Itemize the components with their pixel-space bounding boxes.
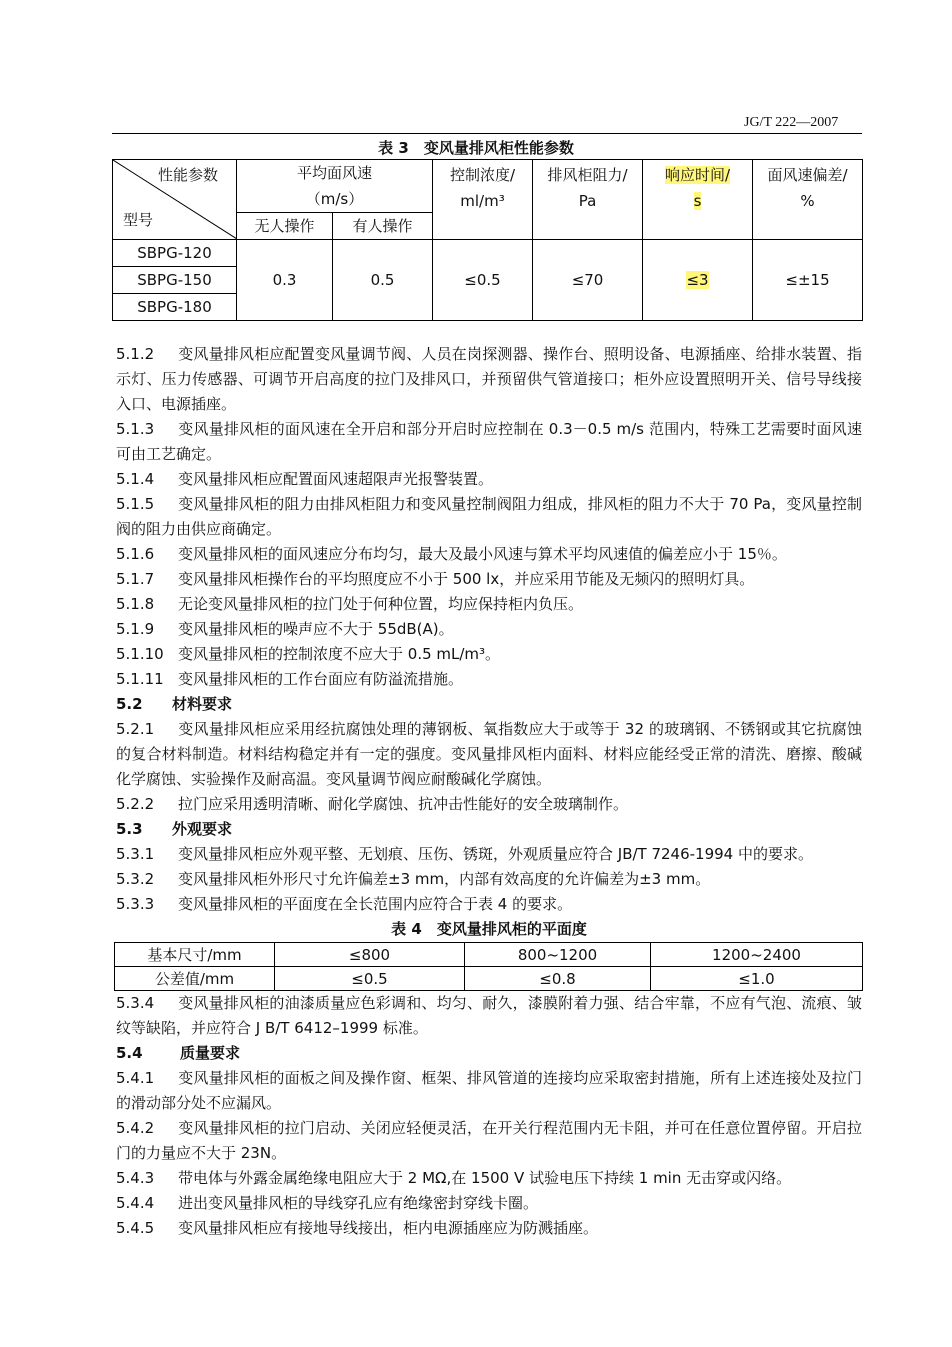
response-time-label: 响应时间/ — [664, 166, 731, 184]
clause-paragraph — [116, 1116, 862, 1166]
clause-number: 5.1.6 — [116, 545, 155, 563]
clause-text: 变风量排风柜的平面度在全长范围内应符合于表 4 的要求。 — [178, 895, 573, 913]
table4-row-label: 公差值/mm — [115, 967, 275, 991]
section-heading-5-3 — [116, 817, 862, 842]
clause-number: 5.1.8 — [116, 595, 155, 613]
clause-paragraph — [116, 1216, 862, 1241]
clause-number: 5.4.4 — [116, 1194, 155, 1212]
clause-paragraph — [116, 542, 862, 567]
diag-top-label: 性能参数 — [157, 166, 218, 184]
concentration-unit: ml/m³ — [460, 192, 505, 210]
clause-paragraph — [116, 892, 862, 917]
concentration-label: 控制浓度/ — [449, 166, 516, 184]
clause-paragraph — [116, 567, 862, 592]
clause-paragraph — [116, 617, 862, 642]
clause-text: 无论变风量排风柜的拉门处于何种位置，均应保持柜内负压。 — [178, 595, 584, 613]
clause-number: 5.1.9 — [116, 620, 155, 638]
section-number: 5.3 — [116, 820, 143, 838]
table4-cell: 800~1200 — [465, 943, 651, 967]
section-title: 外观要求 — [172, 820, 233, 838]
clause-paragraph — [116, 1066, 862, 1116]
header-rule — [112, 133, 862, 134]
clause-number: 5.1.3 — [116, 420, 155, 438]
clause-number: 5.4.1 — [116, 1069, 155, 1087]
response-time-unit: s — [693, 192, 702, 210]
clause-number: 5.2.1 — [116, 720, 155, 738]
table3-caption: 表 3 变风量排风柜性能参数 — [378, 139, 574, 157]
section-5-2 — [116, 717, 862, 817]
clause-paragraph — [116, 1166, 862, 1191]
table4-cell: 1200~2400 — [651, 943, 863, 967]
clause-number: 5.4.2 — [116, 1119, 155, 1137]
clause-text: 变风量排风柜应外观平整、无划痕、压伤、锈斑，外观质量应符合 JB/T 7246-1994 中的要求。 — [178, 845, 813, 863]
resistance-header — [533, 160, 643, 240]
clause-text: 变风量排风柜的油漆质量应色彩调和、均匀、耐久，漆膜附着力强、结合牢靠，不应有气泡、流痕、皱纹等缺陷，并应符合 J B/T 6412–1999 标准。 — [116, 994, 862, 1037]
clause-text: 变风量排风柜的面风速在全开启和部分开启时应控制在 0.3－0.5 m/s 范围内，特殊工艺需要时面风速可由工艺确定。 — [116, 420, 862, 463]
section-title: 质量要求 — [180, 1044, 241, 1062]
unmanned-header: 无人操作 — [237, 213, 333, 240]
response-time-cell — [643, 240, 753, 321]
response-time-header — [643, 160, 753, 240]
clause-text: 变风量排风柜应配置面风速超限声光报警装置。 — [178, 470, 494, 488]
section-heading-5-2 — [116, 692, 862, 717]
unmanned-value: 0.3 — [237, 240, 333, 321]
clause-text: 变风量排风柜应采用经抗腐蚀处理的薄钢板、氧指数应大于或等于 32 的玻璃钢、不锈钢或其它抗腐蚀的复合材料制造。材料结构稳定并有一定的强度。变风量排风柜内面料、材料应能经受正常的清洗、磨擦、酸碱化学腐蚀、实验操作及耐高温。变风量调节阀应耐酸碱化学腐蚀。 — [116, 720, 862, 788]
table3-diagonal-header — [113, 160, 237, 240]
clause-text: 变风量排风柜的控制浓度不应大于 0.5 mL/m³。 — [178, 645, 501, 663]
clause-paragraph — [116, 991, 862, 1041]
clause-text: 变风量排风柜的面板之间及操作窗、框架、排风管道的连接均应采取密封措施，所有上述连接处及拉门的滑动部分处不应漏风。 — [116, 1069, 862, 1112]
diag-bottom-label: 型号 — [123, 211, 154, 229]
clause-text: 变风量排风柜的工作台面应有防溢流措施。 — [178, 670, 464, 688]
clause-paragraph — [116, 342, 862, 417]
table3 — [112, 159, 863, 321]
deviation-value: ≤±15 — [753, 240, 863, 321]
clause-text: 变风量排风柜的拉门启动、关闭应轻便灵活，在开关行程范围内无卡阻，并可在任意位置停留。开启拉门的力量应不大于 23N。 — [116, 1119, 862, 1162]
table4-row-label: 基本尺寸/mm — [115, 943, 275, 967]
response-time-value: ≤3 — [686, 271, 709, 289]
clause-text: 拉门应采用透明清晰、耐化学腐蚀、抗冲击性能好的安全玻璃制作。 — [178, 795, 629, 813]
clause-paragraph — [116, 642, 862, 667]
clause-text: 变风量排风柜外形尺寸允许偏差±3 mm，内部有效高度的允许偏差为±3 mm。 — [178, 870, 711, 888]
clause-number: 5.1.7 — [116, 570, 155, 588]
clause-text: 变风量排风柜操作台的平均照度应不小于 500 lx，并应采用节能及无频闪的照明灯具。 — [178, 570, 755, 588]
table4-cell: ≤1.0 — [651, 967, 863, 991]
clause-text: 变风量排风柜应有接地导线接出，柜内电源插座应为防溅插座。 — [178, 1219, 599, 1237]
clause-text: 变风量排风柜应配置变风量调节阀、人员在岗探测器、操作台、照明设备、电源插座、给排水装置、指示灯、压力传感器、可调节开启高度的拉门及排风口，并预留供气管道接口；柜外应设置照明开关、信号导线接入口、电源插座。 — [116, 345, 862, 413]
velocity-unit: （m/s） — [305, 190, 364, 208]
section-5-4 — [116, 1066, 862, 1241]
clause-paragraph — [116, 842, 862, 867]
document-body — [116, 342, 862, 1241]
clause-paragraph — [116, 492, 862, 542]
clause-number: 5.4.3 — [116, 1169, 155, 1187]
clause-number: 5.1.11 — [116, 670, 164, 688]
clause-number: 5.1.5 — [116, 495, 155, 513]
clause-paragraph — [116, 792, 862, 817]
velocity-title: 平均面风速 — [297, 164, 373, 182]
clause-number: 5.2.2 — [116, 795, 155, 813]
model-cell: SBPG-180 — [113, 294, 237, 321]
table4-cell: ≤0.8 — [465, 967, 651, 991]
clause-paragraph — [116, 467, 862, 492]
clause-number: 5.3.1 — [116, 845, 155, 863]
clause-paragraph — [116, 867, 862, 892]
section-title: 材料要求 — [172, 695, 233, 713]
deviation-header — [753, 160, 863, 240]
table4 — [114, 942, 863, 991]
clause-paragraph — [116, 592, 862, 617]
table4-cell: ≤800 — [275, 943, 465, 967]
clause-paragraph — [116, 667, 862, 692]
concentration-value: ≤0.5 — [433, 240, 533, 321]
manned-header: 有人操作 — [333, 213, 433, 240]
clause-number: 5.3.4 — [116, 994, 155, 1012]
clause-text: 变风量排风柜的阻力由排风柜阻力和变风量控制阀阻力组成，排风柜的阻力不大于 70 Pa，变风量控制阀的阻力由供应商确定。 — [116, 495, 862, 538]
deviation-label: 面风速偏差/ — [767, 166, 848, 184]
clause-paragraph — [116, 1191, 862, 1216]
velocity-header — [237, 160, 433, 213]
clause-number: 5.1.10 — [116, 645, 164, 663]
section-5-3 — [116, 842, 862, 917]
clause-text: 进出变风量排风柜的导线穿孔应有绝缘密封穿线卡圈。 — [178, 1194, 539, 1212]
clause-number: 5.1.2 — [116, 345, 155, 363]
table4-caption: 表 4 变风量排风柜的平面度 — [391, 920, 587, 938]
section-5-3-continued — [116, 991, 862, 1041]
clause-text: 变风量排风柜的面风速应分布均匀，最大及最小风速与算术平均风速值的偏差应小于 15％。 — [178, 545, 787, 563]
model-cell: SBPG-150 — [113, 267, 237, 294]
section-heading-5-4 — [116, 1041, 862, 1066]
resistance-label: 排风柜阻力/ — [547, 166, 628, 184]
clause-number: 5.3.3 — [116, 895, 155, 913]
clause-paragraph — [116, 417, 862, 467]
clause-text: 变风量排风柜的噪声应不大于 55dB(A)。 — [178, 620, 454, 638]
model-cell: SBPG-120 — [113, 240, 237, 267]
clause-number: 5.1.4 — [116, 470, 155, 488]
manned-value: 0.5 — [333, 240, 433, 321]
section-number: 5.2 — [116, 695, 143, 713]
resistance-value: ≤70 — [533, 240, 643, 321]
concentration-header — [433, 160, 533, 240]
deviation-unit: % — [800, 192, 815, 210]
clause-paragraph — [116, 717, 862, 792]
table4-cell: ≤0.5 — [275, 967, 465, 991]
standard-number: JG/T 222—2007 — [744, 115, 839, 130]
section-number: 5.4 — [116, 1044, 143, 1062]
section-5-1 — [116, 342, 862, 692]
resistance-unit: Pa — [578, 192, 597, 210]
clause-number: 5.4.5 — [116, 1219, 155, 1237]
clause-number: 5.3.2 — [116, 870, 155, 888]
clause-text: 带电体与外露金属绝缘电阻应大于 2 MΩ,在 1500 V 试验电压下持续 1 min 无击穿或闪络。 — [178, 1169, 792, 1187]
